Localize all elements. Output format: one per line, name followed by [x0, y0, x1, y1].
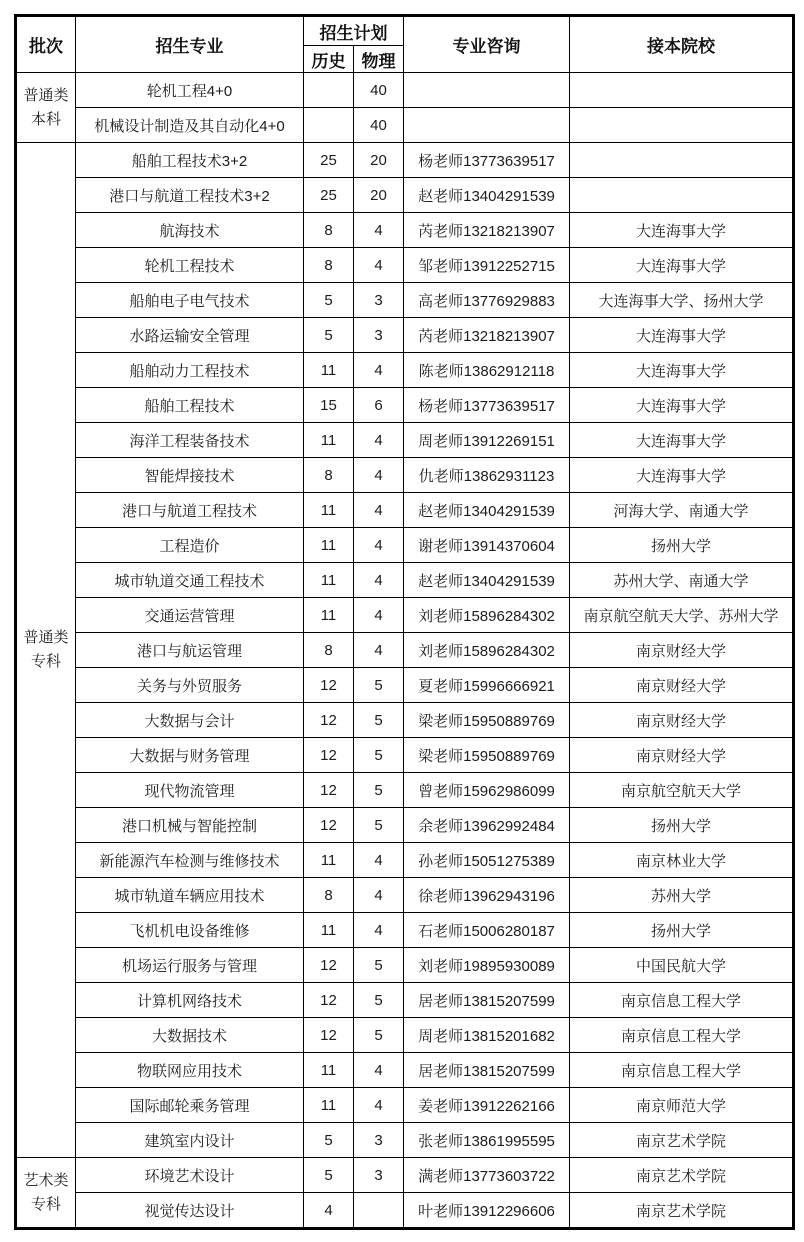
table-row: [16, 668, 794, 703]
table-row: [16, 913, 794, 948]
cell-plan-physics: 5: [354, 738, 404, 773]
table-row: [16, 108, 794, 143]
cell-consult: 谢老师13914370604: [404, 528, 570, 563]
cell-college: 南京财经大学: [570, 738, 794, 773]
table-row: [16, 423, 794, 458]
table-row: [16, 1158, 794, 1193]
cell-college: 大连海事大学、扬州大学: [570, 283, 794, 318]
cell-consult: 邹老师13912252715: [404, 248, 570, 283]
cell-college: 南京艺术学院: [570, 1193, 794, 1229]
cell-major: 港口机械与智能控制: [76, 808, 304, 843]
cell-plan-history: 8: [304, 213, 354, 248]
cell-college: 大连海事大学: [570, 318, 794, 353]
table-row: [16, 493, 794, 528]
cell-major: 大数据技术: [76, 1018, 304, 1053]
cell-consult: [404, 73, 570, 108]
cell-college: [570, 178, 794, 213]
cell-plan-history: 5: [304, 1158, 354, 1193]
cell-consult: 孙老师15051275389: [404, 843, 570, 878]
cell-plan-history: 12: [304, 703, 354, 738]
table-row: [16, 213, 794, 248]
cell-major: 海洋工程装备技术: [76, 423, 304, 458]
cell-major: 船舶动力工程技术: [76, 353, 304, 388]
cell-college: 大连海事大学: [570, 353, 794, 388]
cell-consult: 叶老师13912296606: [404, 1193, 570, 1229]
cell-major: 轮机工程技术: [76, 248, 304, 283]
cell-consult: 夏老师15996666921: [404, 668, 570, 703]
cell-major: 国际邮轮乘务管理: [76, 1088, 304, 1123]
header-history: 历史: [304, 46, 354, 73]
cell-college: [570, 73, 794, 108]
cell-consult: 姜老师13912262166: [404, 1088, 570, 1123]
cell-major: 水路运输安全管理: [76, 318, 304, 353]
cell-plan-physics: 4: [354, 248, 404, 283]
cell-plan-history: 12: [304, 773, 354, 808]
cell-consult: 刘老师15896284302: [404, 633, 570, 668]
cell-consult: 石老师15006280187: [404, 913, 570, 948]
cell-consult: 梁老师15950889769: [404, 703, 570, 738]
cell-major: 现代物流管理: [76, 773, 304, 808]
table-body: [16, 73, 794, 1229]
header-plan: 招生计划: [304, 16, 404, 46]
cell-plan-history: 12: [304, 668, 354, 703]
table-row: [16, 283, 794, 318]
cell-consult: 居老师13815207599: [404, 1053, 570, 1088]
cell-plan-physics: 5: [354, 668, 404, 703]
cell-plan-history: 11: [304, 563, 354, 598]
cell-consult: 芮老师13218213907: [404, 213, 570, 248]
cell-major: 船舶电子电气技术: [76, 283, 304, 318]
cell-plan-history: 5: [304, 283, 354, 318]
cell-plan-physics: 4: [354, 493, 404, 528]
cell-plan-physics: 4: [354, 878, 404, 913]
cell-plan-physics: 40: [354, 73, 404, 108]
cell-college: 南京航空航天大学: [570, 773, 794, 808]
cell-consult: 周老师13912269151: [404, 423, 570, 458]
cell-plan-history: 12: [304, 983, 354, 1018]
cell-plan-physics: 4: [354, 563, 404, 598]
cell-major: 港口与航道工程技术3+2: [76, 178, 304, 213]
cell-plan-physics: [354, 1193, 404, 1229]
table-row: [16, 178, 794, 213]
header-batch: 批次: [16, 16, 76, 73]
cell-major: 新能源汽车检测与维修技术: [76, 843, 304, 878]
cell-plan-physics: 4: [354, 598, 404, 633]
table-row: [16, 248, 794, 283]
cell-major: 视觉传达设计: [76, 1193, 304, 1229]
cell-plan-physics: 4: [354, 528, 404, 563]
cell-consult: 梁老师15950889769: [404, 738, 570, 773]
cell-plan-physics: 5: [354, 773, 404, 808]
header-physics: 物理: [354, 46, 404, 73]
cell-consult: 杨老师13773639517: [404, 388, 570, 423]
cell-college: 南京财经大学: [570, 703, 794, 738]
cell-college: 中国民航大学: [570, 948, 794, 983]
cell-major: 环境艺术设计: [76, 1158, 304, 1193]
table-row: [16, 73, 794, 108]
table-row: [16, 1053, 794, 1088]
table-row: [16, 843, 794, 878]
table-row: [16, 948, 794, 983]
table-row: [16, 1018, 794, 1053]
cell-college: 大连海事大学: [570, 423, 794, 458]
cell-college: [570, 108, 794, 143]
cell-college: 大连海事大学: [570, 458, 794, 493]
batch-group-label-0: 普通类 本科: [16, 73, 76, 143]
cell-college: 苏州大学: [570, 878, 794, 913]
cell-major: 物联网应用技术: [76, 1053, 304, 1088]
cell-consult: 陈老师13862912118: [404, 353, 570, 388]
cell-consult: 余老师13962992484: [404, 808, 570, 843]
cell-college: 南京艺术学院: [570, 1158, 794, 1193]
cell-plan-history: 8: [304, 633, 354, 668]
cell-college: 扬州大学: [570, 913, 794, 948]
cell-plan-physics: 4: [354, 633, 404, 668]
cell-plan-history: 12: [304, 1018, 354, 1053]
cell-plan-history: 25: [304, 178, 354, 213]
cell-plan-history: 25: [304, 143, 354, 178]
enrollment-table: [14, 14, 795, 1230]
cell-college: 南京航空航天大学、苏州大学: [570, 598, 794, 633]
cell-major: 关务与外贸服务: [76, 668, 304, 703]
table-row: [16, 738, 794, 773]
cell-plan-history: 11: [304, 353, 354, 388]
cell-plan-physics: 4: [354, 843, 404, 878]
cell-plan-physics: 4: [354, 913, 404, 948]
cell-plan-history: 5: [304, 318, 354, 353]
cell-college: 河海大学、南通大学: [570, 493, 794, 528]
cell-consult: [404, 108, 570, 143]
cell-college: 南京艺术学院: [570, 1123, 794, 1158]
cell-consult: 满老师13773603722: [404, 1158, 570, 1193]
cell-plan-physics: 3: [354, 1158, 404, 1193]
table-row: [16, 633, 794, 668]
cell-consult: 刘老师19895930089: [404, 948, 570, 983]
cell-plan-physics: 5: [354, 1018, 404, 1053]
cell-plan-history: 11: [304, 1053, 354, 1088]
cell-consult: 赵老师13404291539: [404, 178, 570, 213]
cell-plan-physics: 6: [354, 388, 404, 423]
table-row: [16, 878, 794, 913]
cell-plan-physics: 4: [354, 1088, 404, 1123]
cell-major: 船舶工程技术: [76, 388, 304, 423]
cell-college: 大连海事大学: [570, 388, 794, 423]
cell-college: [570, 143, 794, 178]
cell-plan-physics: 5: [354, 703, 404, 738]
cell-major: 航海技术: [76, 213, 304, 248]
cell-major: 城市轨道车辆应用技术: [76, 878, 304, 913]
cell-plan-history: 12: [304, 738, 354, 773]
table-row: [16, 703, 794, 738]
cell-consult: 居老师13815207599: [404, 983, 570, 1018]
cell-major: 船舶工程技术3+2: [76, 143, 304, 178]
cell-plan-history: 11: [304, 423, 354, 458]
table-row: [16, 458, 794, 493]
cell-plan-history: 8: [304, 458, 354, 493]
header-consult: 专业咨询: [404, 16, 570, 73]
table-row: [16, 1193, 794, 1229]
cell-major: 机械设计制造及其自动化4+0: [76, 108, 304, 143]
cell-major: 建筑室内设计: [76, 1123, 304, 1158]
cell-plan-history: 5: [304, 1123, 354, 1158]
table-row: [16, 1088, 794, 1123]
cell-consult: 杨老师13773639517: [404, 143, 570, 178]
cell-plan-history: 11: [304, 1088, 354, 1123]
cell-major: 轮机工程4+0: [76, 73, 304, 108]
cell-plan-history: [304, 108, 354, 143]
header-college: 接本院校: [570, 16, 794, 73]
table-row: [16, 598, 794, 633]
cell-plan-physics: 3: [354, 1123, 404, 1158]
cell-plan-physics: 5: [354, 983, 404, 1018]
cell-major: 工程造价: [76, 528, 304, 563]
cell-college: 南京林业大学: [570, 843, 794, 878]
cell-college: 南京财经大学: [570, 668, 794, 703]
cell-consult: 芮老师13218213907: [404, 318, 570, 353]
cell-college: 大连海事大学: [570, 213, 794, 248]
cell-plan-physics: 3: [354, 318, 404, 353]
cell-plan-history: 15: [304, 388, 354, 423]
cell-plan-history: 11: [304, 528, 354, 563]
cell-college: 南京信息工程大学: [570, 983, 794, 1018]
cell-plan-history: 8: [304, 248, 354, 283]
table-row: [16, 1123, 794, 1158]
cell-plan-history: 11: [304, 913, 354, 948]
cell-college: 大连海事大学: [570, 248, 794, 283]
cell-plan-physics: 5: [354, 948, 404, 983]
cell-major: 交通运营管理: [76, 598, 304, 633]
cell-plan-history: [304, 73, 354, 108]
cell-major: 城市轨道交通工程技术: [76, 563, 304, 598]
cell-college: 扬州大学: [570, 528, 794, 563]
header-major: 招生专业: [76, 16, 304, 73]
cell-college: 扬州大学: [570, 808, 794, 843]
cell-consult: 高老师13776929883: [404, 283, 570, 318]
cell-plan-history: 11: [304, 493, 354, 528]
cell-plan-physics: 3: [354, 283, 404, 318]
cell-plan-physics: 4: [354, 458, 404, 493]
cell-college: 南京信息工程大学: [570, 1053, 794, 1088]
cell-plan-history: 4: [304, 1193, 354, 1229]
cell-plan-history: 12: [304, 948, 354, 983]
cell-consult: 刘老师15896284302: [404, 598, 570, 633]
batch-group-label-1: 普通类 专科: [16, 143, 76, 1158]
cell-consult: 仇老师13862931123: [404, 458, 570, 493]
table-row: [16, 143, 794, 178]
cell-plan-physics: 4: [354, 353, 404, 388]
cell-plan-history: 12: [304, 808, 354, 843]
cell-major: 港口与航道工程技术: [76, 493, 304, 528]
cell-college: 苏州大学、南通大学: [570, 563, 794, 598]
cell-plan-physics: 20: [354, 178, 404, 213]
cell-major: 计算机网络技术: [76, 983, 304, 1018]
cell-plan-history: 11: [304, 598, 354, 633]
cell-college: 南京信息工程大学: [570, 1018, 794, 1053]
cell-major: 飞机机电设备维修: [76, 913, 304, 948]
table-row: [16, 318, 794, 353]
cell-consult: 赵老师13404291539: [404, 493, 570, 528]
table-row: [16, 353, 794, 388]
cell-major: 机场运行服务与管理: [76, 948, 304, 983]
cell-consult: 徐老师13962943196: [404, 878, 570, 913]
cell-plan-history: 11: [304, 843, 354, 878]
cell-plan-history: 8: [304, 878, 354, 913]
cell-plan-physics: 40: [354, 108, 404, 143]
table-row: [16, 983, 794, 1018]
cell-college: 南京师范大学: [570, 1088, 794, 1123]
cell-plan-physics: 20: [354, 143, 404, 178]
header-row-top: [16, 16, 794, 46]
cell-college: 南京财经大学: [570, 633, 794, 668]
table-row: [16, 808, 794, 843]
cell-consult: 张老师13861995595: [404, 1123, 570, 1158]
cell-major: 智能焊接技术: [76, 458, 304, 493]
cell-plan-physics: 4: [354, 213, 404, 248]
cell-major: 大数据与财务管理: [76, 738, 304, 773]
cell-consult: 赵老师13404291539: [404, 563, 570, 598]
cell-consult: 周老师13815201682: [404, 1018, 570, 1053]
table-row: [16, 528, 794, 563]
cell-plan-physics: 4: [354, 1053, 404, 1088]
table-row: [16, 388, 794, 423]
table-row: [16, 773, 794, 808]
batch-group-label-2: 艺术类 专科: [16, 1158, 76, 1229]
cell-major: 大数据与会计: [76, 703, 304, 738]
cell-major: 港口与航运管理: [76, 633, 304, 668]
cell-plan-physics: 5: [354, 808, 404, 843]
cell-plan-physics: 4: [354, 423, 404, 458]
table-row: [16, 563, 794, 598]
cell-consult: 曾老师15962986099: [404, 773, 570, 808]
table-header: [16, 16, 794, 73]
